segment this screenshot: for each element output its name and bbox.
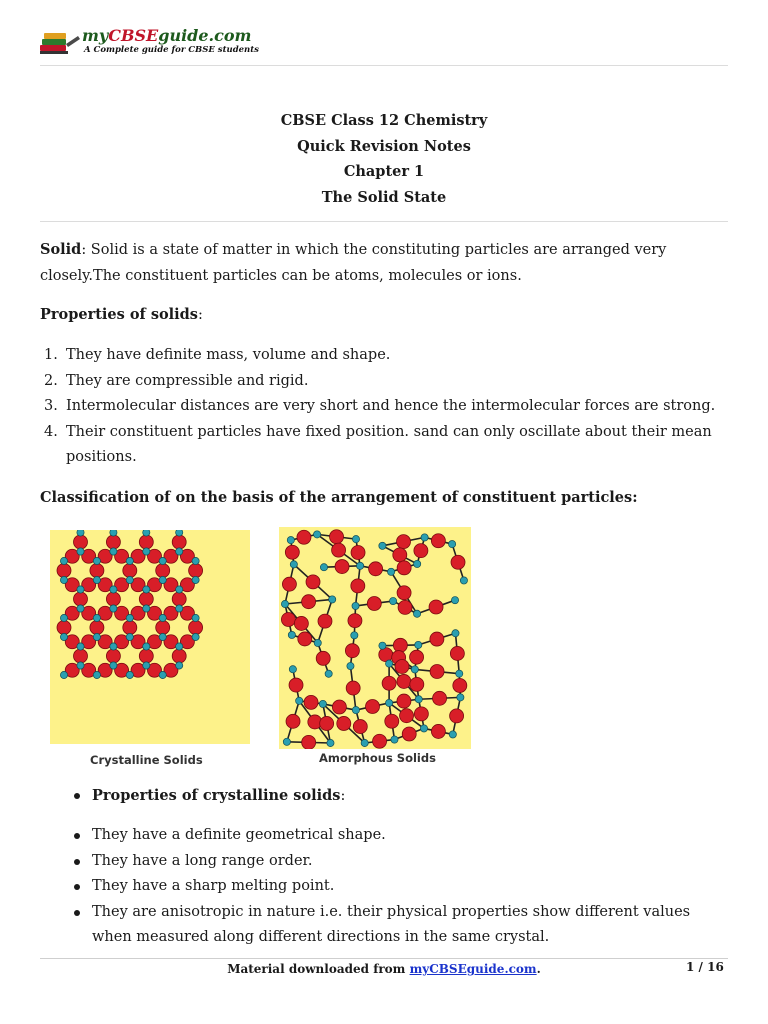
silicon-atom [386, 660, 393, 667]
oxygen-atom [189, 564, 203, 578]
header-divider [40, 65, 728, 66]
oxygen-atom [453, 679, 467, 693]
silicon-atom [320, 564, 327, 571]
oxygen-atom [281, 612, 295, 626]
silicon-atom [387, 568, 394, 575]
silicon-atom [143, 662, 150, 669]
title-line: CBSE Class 12 Chemistry [280, 112, 488, 129]
oxygen-atom [393, 548, 407, 562]
oxygen-atom [332, 543, 346, 557]
silicon-atom [77, 662, 84, 669]
silicon-atom [347, 662, 354, 669]
silicon-atom [60, 671, 67, 678]
silicon-atom [143, 643, 150, 650]
oxygen-atom [367, 596, 381, 610]
oxygen-atom [123, 621, 137, 635]
silicon-atom [352, 706, 359, 713]
oxygen-atom [373, 734, 387, 748]
silicon-atom [192, 633, 199, 640]
list-number: 2. [44, 372, 58, 389]
silicon-atom [93, 633, 100, 640]
silicon-atom [176, 605, 183, 612]
silicon-atom [93, 576, 100, 583]
silicon-atom [176, 643, 183, 650]
silicon-atom [77, 586, 84, 593]
list-item [40, 394, 730, 420]
oxygen-atom [332, 700, 346, 714]
oxygen-atom [139, 535, 153, 549]
oxygen-atom [123, 564, 137, 578]
title-divider [40, 221, 728, 222]
site-logo [38, 26, 259, 60]
oxygen-atom [172, 649, 186, 663]
silicon-atom [352, 602, 359, 609]
silicon-atom [352, 536, 359, 543]
oxygen-atom [410, 677, 424, 691]
list-item [40, 420, 730, 471]
definition-text: : Solid is a state of matter in which the constituting particles are arranged very closely.The constituent particles can be atoms, molecules or ions. [40, 242, 667, 284]
silicon-atom [176, 586, 183, 593]
silicon-atom [452, 630, 459, 637]
oxygen-atom [430, 665, 444, 679]
page-number: 1 / 16 [686, 960, 724, 974]
silicon-atom [329, 596, 336, 603]
oxygen-atom [57, 621, 71, 635]
oxygen-atom [285, 545, 299, 559]
oxygen-atom [304, 695, 318, 709]
list-item [72, 783, 732, 810]
oxygen-atom [90, 564, 104, 578]
oxygen-atom [189, 621, 203, 635]
silicon-atom [60, 557, 67, 564]
silicon-atom [449, 731, 456, 738]
list-item: They have a definite geometrical shape. [72, 823, 732, 849]
crystalline-caption: Crystalline Solids [90, 753, 203, 767]
oxygen-atom [397, 694, 411, 708]
oxygen-atom [335, 560, 349, 574]
silicon-atom [411, 666, 418, 673]
oxygen-atom [385, 714, 399, 728]
silicon-atom [287, 536, 294, 543]
oxygen-atom [282, 577, 296, 591]
oxygen-atom [320, 716, 334, 730]
silicon-atom [460, 577, 467, 584]
silicon-atom [159, 576, 166, 583]
oxygen-atom [297, 530, 311, 544]
silicon-atom [176, 530, 183, 536]
silicon-atom [126, 557, 133, 564]
oxygen-atom [348, 614, 362, 628]
oxygen-atom [398, 600, 412, 614]
oxygen-atom [318, 614, 332, 628]
oxygen-atom [156, 621, 170, 635]
oxygen-atom [139, 592, 153, 606]
silicon-atom [356, 562, 363, 569]
oxygen-atom [366, 699, 380, 713]
classification-heading: Classification of on the basis of the arrangement of constituent particles: [40, 489, 638, 506]
silicon-atom [415, 696, 422, 703]
list-item-text: Their constituent particles have fixed position. sand can only oscillate about their mean positions. [66, 423, 712, 466]
silicon-atom [176, 548, 183, 555]
oxygen-atom [139, 649, 153, 663]
oxygen-atom [402, 727, 416, 741]
oxygen-atom [395, 660, 409, 674]
silicon-atom [288, 631, 295, 638]
amorphous-solids-diagram [279, 527, 471, 749]
definition-term: Solid [40, 241, 82, 258]
silicon-atom [159, 633, 166, 640]
silicon-atom [126, 633, 133, 640]
footer-divider [40, 958, 728, 959]
silicon-atom [281, 600, 288, 607]
solid-definition [40, 237, 730, 289]
oxygen-atom [410, 650, 424, 664]
silicon-atom [313, 531, 320, 538]
books-icon [38, 30, 82, 56]
title-line: Quick Revision Notes [297, 137, 471, 155]
oxygen-atom [345, 644, 359, 658]
silicon-atom [143, 605, 150, 612]
oxygen-atom [298, 632, 312, 646]
oxygen-atom [57, 564, 71, 578]
silicon-atom [289, 666, 296, 673]
oxygen-atom [90, 621, 104, 635]
silicon-atom [283, 738, 290, 745]
footer [0, 962, 768, 976]
oxygen-atom [156, 564, 170, 578]
oxygen-atom [414, 707, 428, 721]
oxygen-atom [316, 651, 330, 665]
silicon-atom [77, 643, 84, 650]
oxygen-atom [106, 535, 120, 549]
heading-colon: : [197, 307, 203, 323]
silicon-atom [93, 557, 100, 564]
oxygen-atom [346, 681, 360, 695]
list-item [40, 343, 730, 369]
footer-period: . [536, 962, 541, 976]
oxygen-atom [353, 720, 367, 734]
oxygen-atom [351, 545, 365, 559]
oxygen-atom [397, 561, 411, 575]
oxygen-atom [450, 709, 464, 723]
list-item-text: Intermolecular distances are very short and hence the intermolecular forces are strong. [66, 398, 716, 415]
silicon-atom [60, 633, 67, 640]
silicon-atom [110, 530, 117, 536]
silicon-atom [110, 548, 117, 555]
list-item: They have a long range order. [72, 849, 732, 875]
silicon-atom [126, 576, 133, 583]
oxygen-atom [379, 648, 393, 662]
silicon-atom [126, 671, 133, 678]
silicon-atom [389, 597, 396, 604]
oxygen-atom [397, 586, 411, 600]
list-item: They have a sharp melting point. [72, 874, 732, 900]
silicon-atom [77, 548, 84, 555]
oxygen-atom [337, 716, 351, 730]
silicon-atom [420, 725, 427, 732]
properties-heading [40, 302, 730, 328]
list-number: 1. [44, 347, 58, 363]
silicon-atom [93, 614, 100, 621]
silicon-atom [457, 694, 464, 701]
oxygen-atom [400, 709, 414, 723]
oxygen-atom [451, 555, 465, 569]
oxygen-atom [306, 575, 320, 589]
silicon-atom [77, 530, 84, 536]
silicon-atom [290, 561, 297, 568]
oxygen-atom [74, 649, 88, 663]
silicon-atom [413, 610, 420, 617]
silicon-atom [414, 560, 421, 567]
silicon-atom [456, 670, 463, 677]
oxygen-atom [302, 735, 316, 749]
list-number: 3. [44, 398, 58, 415]
oxygen-atom [286, 714, 300, 728]
amorphous-caption: Amorphous Solids [319, 751, 436, 765]
silicon-atom [110, 605, 117, 612]
silicon-atom [93, 671, 100, 678]
footer-link[interactable]: myCBSEguide.com [409, 962, 537, 976]
silicon-atom [379, 542, 386, 549]
oxygen-atom [431, 534, 445, 548]
oxygen-atom [351, 579, 365, 593]
list-item-text: They have definite mass, volume and shape. [66, 347, 391, 363]
silicon-atom [126, 614, 133, 621]
title-line: Chapter 1 [343, 163, 425, 180]
silicon-atom [143, 530, 150, 536]
logo-wordmark: myCBSEguide.com [82, 26, 252, 45]
oxygen-atom [430, 632, 444, 646]
footer-text: Material downloaded from [227, 962, 410, 976]
crystalline-heading-list [72, 783, 732, 810]
oxygen-atom [294, 616, 308, 630]
title-line: The Solid State [321, 188, 447, 206]
oxygen-atom [302, 595, 316, 609]
silicon-atom [192, 557, 199, 564]
list-item: They are anisotropic in nature i.e. their physical properties show different values when measured along different directions in the same crystal. [72, 900, 732, 951]
silicon-atom [449, 540, 456, 547]
silicon-atom [77, 605, 84, 612]
crystalline-solids-diagram [50, 530, 250, 744]
silicon-atom [110, 662, 117, 669]
silicon-atom [415, 641, 422, 648]
silicon-atom [143, 548, 150, 555]
oxygen-atom [106, 649, 120, 663]
oxygen-atom [74, 535, 88, 549]
list-number: 4. [44, 423, 58, 440]
silicon-atom [176, 662, 183, 669]
properties-list [40, 343, 730, 471]
silicon-atom [159, 671, 166, 678]
oxygen-atom [433, 691, 447, 705]
oxygen-atom [382, 676, 396, 690]
silicon-atom [351, 632, 358, 639]
oxygen-atom [429, 600, 443, 614]
silicon-atom [451, 597, 458, 604]
silicon-atom [60, 576, 67, 583]
silicon-atom [319, 700, 326, 707]
list-item [40, 369, 730, 395]
oxygen-atom [330, 530, 344, 544]
oxygen-atom [414, 544, 428, 558]
properties-heading-text: Properties of solids [40, 306, 198, 323]
oxygen-atom [289, 678, 303, 692]
oxygen-atom [74, 592, 88, 606]
silicon-atom [159, 614, 166, 621]
silicon-atom [391, 736, 398, 743]
crystalline-heading: Properties of crystalline solids [92, 787, 341, 804]
oxygen-atom [172, 592, 186, 606]
oxygen-atom [393, 638, 407, 652]
silicon-atom [110, 643, 117, 650]
silicon-atom [159, 557, 166, 564]
oxygen-atom [431, 724, 445, 738]
oxygen-atom [397, 674, 411, 688]
silicon-atom [192, 576, 199, 583]
silicon-atom [296, 697, 303, 704]
oxygen-atom [106, 592, 120, 606]
logo-tagline: A Complete guide for CBSE students [84, 45, 259, 55]
document-title [0, 108, 768, 210]
silicon-atom [327, 739, 334, 746]
crystalline-properties-list [72, 823, 732, 951]
silicon-atom [314, 639, 321, 646]
oxygen-atom [172, 535, 186, 549]
silicon-atom [361, 739, 368, 746]
silicon-atom [60, 614, 67, 621]
oxygen-atom [369, 562, 383, 576]
silicon-atom [421, 534, 428, 541]
list-item-text: They are compressible and rigid. [66, 372, 309, 389]
silicon-atom [386, 699, 393, 706]
silicon-atom [110, 586, 117, 593]
silicon-atom [325, 670, 332, 677]
heading-colon: : [340, 788, 346, 804]
oxygen-atom [397, 535, 411, 549]
silicon-atom [379, 642, 386, 649]
silicon-atom [143, 586, 150, 593]
oxygen-atom [450, 646, 464, 660]
silicon-atom [192, 614, 199, 621]
